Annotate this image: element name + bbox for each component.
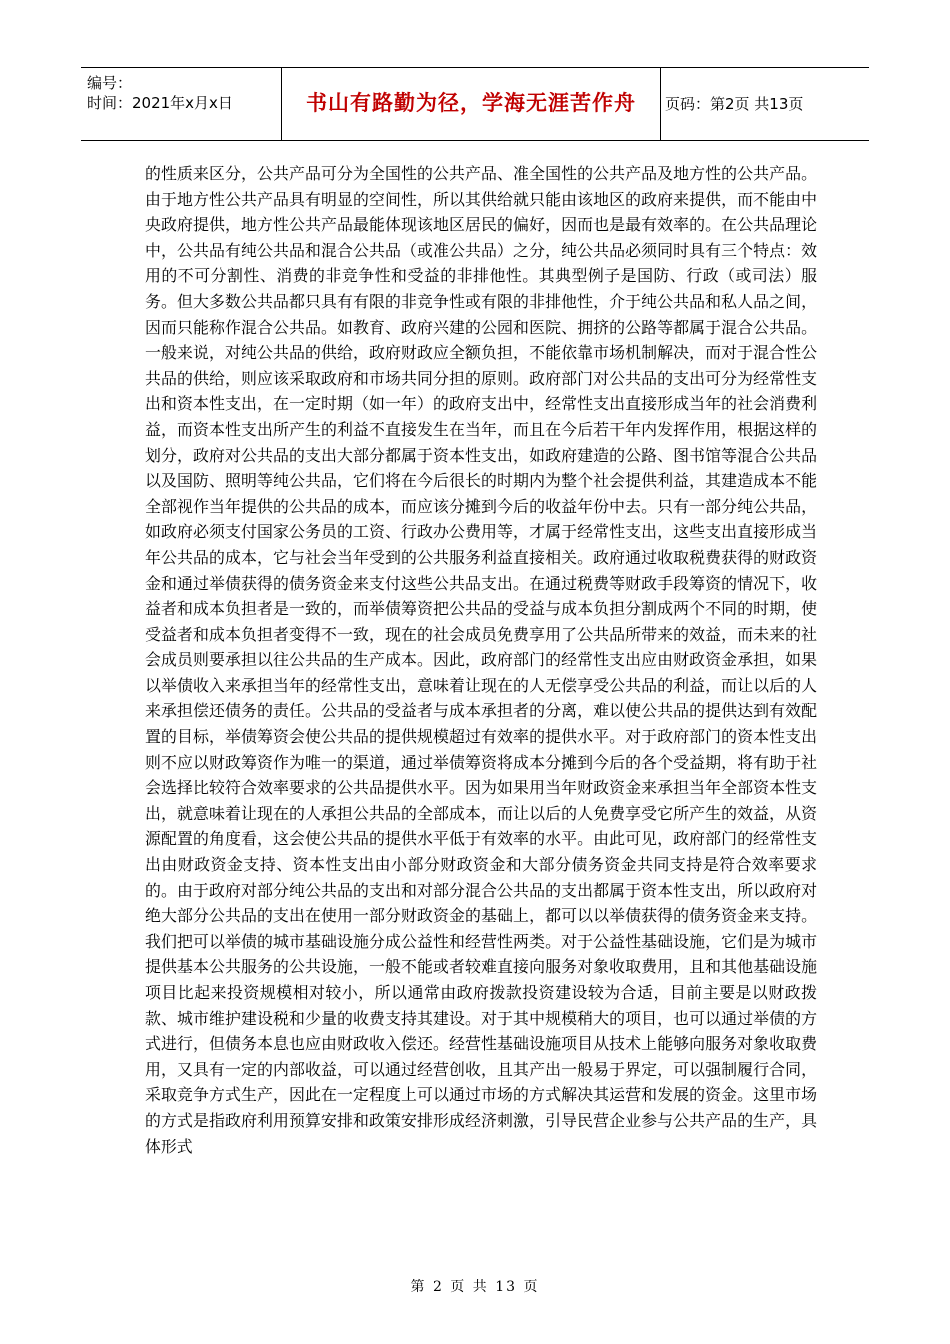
header-meta-cell	[81, 68, 282, 140]
page-footer: 第 2 页 共 13 页	[410, 1279, 540, 1295]
header-motto-cell	[282, 68, 661, 140]
header-motto: 书山有路勤为径，学海无涯苦作舟	[306, 91, 636, 115]
document-number-label: 编号：	[87, 74, 133, 92]
document-time-label: 时间：2021年x月x日	[87, 94, 233, 112]
body-paragraph: 的性质来区分，公共产品可分为全国性的公共产品、准全国性的公共产品及地方性的公共产品。由于地方性公共产品具有明显的空间性，所以其供给就只能由该地区的政府来提供，而不能由中央政府提供，地方性公共产品最能体现该地区居民的偏好，因而也是最有效率的。在公共品理论中，公共品有纯公共品和混合公共品（或准公共品）之分，纯公共品必须同时具有三个特点：效用的不可分割性、消费的非竞争性和受益的非排他性。其典型例子是国防、行政（或司法）服务。但大多数公共品都只具有有限的非竞争性或有限的非排他性，介于纯公共品和私人品之间，因而只能称作混合公共品。如教育、政府兴建的公园和医院、拥挤的公路等都属于混合公共品。一般来说，对纯公共品的供给，政府财政应全额负担，不能依靠市场机制解决，而对于混合性公共品的供给，则应该采取政府和市场共同分担的原则。政府部门对公共品的支出可分为经常性支出和资本性支出，在一定时期（如一年）的政府支出中，经常性支出直接形成当年的社会消费利益，而资本性支出所产生的利益不直接发生在当年，而且在今后若干年内发挥作用，根据这样的划分，政府对公共品的支出大部分都属于资本性支出，如政府建造的公路、图书馆等混合公共品以及国防、照明等纯公共品，它们将在今后很长的时期内为整个社会提供利益，其建造成本不能全部视作当年提供的公共品的成本，而应该分摊到今后的收益年份中去。只有一部分纯公共品，如政府必须支付国家公务员的工资、行政办公费用等，才属于经常性支出，这些支出直接形成当年公共品的成本，它与社会当年受到的公共服务利益直接相关。政府通过收取税费获得的财政资金和通过举债获得的债务资金来支付这些公共品支出。在通过税费等财政手段筹资的情况下，收益者和成本负担者是一致的，而举债筹资把公共品的受益与成本负担分割成两个不同的时期，使受益者和成本负担者变得不一致，现在的社会成员免费享用了公共品所带来的效益，而未来的社会成员则要承担以往公共品的生产成本。因此，政府部门的经常性支出应由财政资金承担，如果以举债收入来承担当年的经常性支出，意味着让现在的人无偿享受公共品的利益，而让以后的人来承担偿还债务的责任。公共品的受益者与成本承担者的分离，难以使公共品的提供达到有效配置的目标，举债筹资会使公共品的提供规模超过有效率的提供水平。对于政府部门的资本性支出则不应以财政筹资作为唯一的渠道，通过举债筹资将成本分摊到今后的各个受益期，将有助于社会选择比较符合效率要求的公共品提供水平。因为如果用当年财政资金来承担当年全部资本性支出，就意味着让现在的人承担公共品的全部成本，而让以后的人免费享受它所产生的效益，从资源配置的角度看，这会使公共品的提供水平低于有效率的水平。由此可见，政府部门的经常性支出由财政资金支持、资本性支出由小部分财政资金和大部分债务资金共同支持是符合效率要求的。由于政府对部分纯公共品的支出和对部分混合公共品的支出都属于资本性支出，所以政府对绝大部分公共品的支出在使用一部分财政资金的基础上，都可以以举债获得的债务资金来支持。我们把可以举债的城市基础设施分成公益性和经营性两类。对于公益性基础设施，它们是为城市提供基本公共服务的公共设施，一般不能或者较难直接向服务对象收取费用，且和其他基础设施项目比起来投资规模相对较小，所以通常由政府拨款投资建设较为合适，目前主要是以财政拨款、城市维护建设税和少量的收费支持其建设。对于其中规模稍大的项目，也可以通过举债的方式进行，但债务本息也应由财政收入偿还。经营性基础设施项目从技术上能够向服务对象收取费用，又具有一定的内部收益，可以通过经营创收，且其产出一般易于界定，可以强制履行合同，采取竞争方式生产，因此在一定程度上可以通过市场的方式解决其运营和发展的资金。这里市场的方式是指政府利用预算安排和政策安排形成经济刺激，引导民营企业参与公共产品的生产，具体形式	[145, 164, 817, 1156]
header-page-code: 页码：第2页 共13页	[665, 95, 804, 113]
header-page-cell	[661, 68, 869, 140]
page-header	[81, 67, 869, 141]
